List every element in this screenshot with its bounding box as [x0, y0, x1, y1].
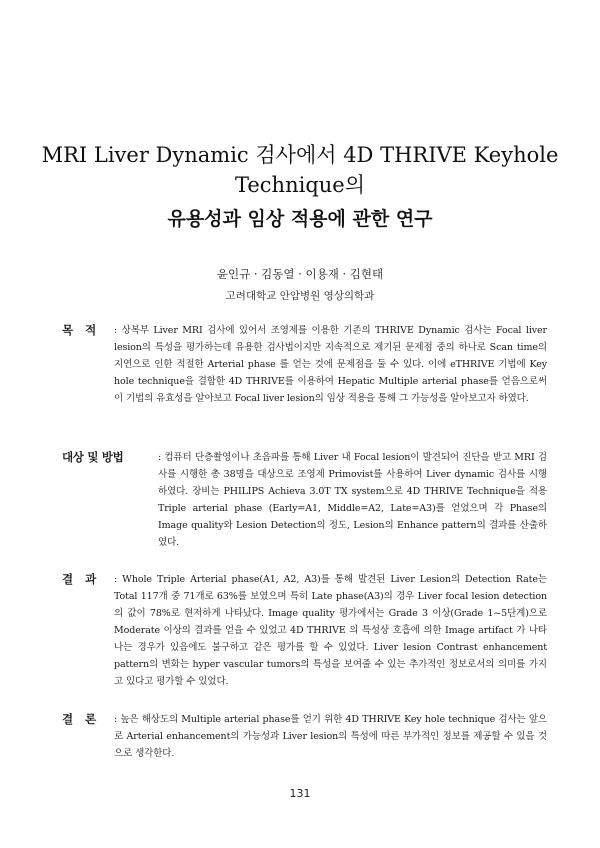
section-text: : 컴퓨터 단층촬영이나 초음파를 통해 Liver 내 Focal lesion이 발견되어 진단을 받고 MRI 검사를 시행한 총 38명을 대상으로 조영제 Primovist를 사용하여 Liver dynamic 검사를 시행하였다. 장비는 PHILIPS Achieva 3.0T TX system으로 4D THRIVE Technique을 적용 Triple arterial phase (Early=A1, Middle=A2, Late=A3)를 얻었으며 각 Phase의 Image quality와 Lesion Detection의 정도, Lesion의 Enhance pattern의 결과를 산출하였다. [158, 452, 547, 548]
section-text: : 상복부 Liver MRI 검사에 있어서 조영제를 이용한 기존의 THRIVE Dynamic 검사는 Focal liver lesion의 특성을 평가하는데 유용한 검사법이지만 지속적으로 제기된 문제점 중의 하나로 Scan time의 지연으로 인한 적절한 Arterial phase 를 얻는 것에 문제점을 둘 수 있다. 이에 eTHRIVE 기법에 Key hole technique을 결합한 4D THRIVE를 이용하여 Hepatic Multiple arterial phase를 얻음으로써 이 기법의 유효성을 알아보고 Focal liver lesion의 임상 적용을 통해 그 가능성을 알아보고자 하였다. [114, 325, 547, 404]
section-label: 목 적 [62, 323, 97, 337]
section-text: : 높은 해상도의 Multiple arterial phase를 얻기 위한 4D THRIVE Key hole technique 검사는 앞으로 Arterial enhancement의 가능성과 Liver lesion의 특성에 따른 부가적인 정보를 제공할 수 있을 것으로 생각한다. [114, 714, 547, 759]
title-line-3: 유용성과 임상 적용에 관한 연구 [167, 208, 433, 230]
section-label: 결 과 [62, 572, 97, 586]
section-label: 결 론 [62, 712, 97, 726]
paper-title [30, 140, 570, 234]
page-number: 131 [289, 787, 311, 800]
title-line-1: MRI Liver Dynamic 검사에서 4D THRIVE Keyhole [41, 143, 559, 167]
author-list: 윤인규 · 김동열 · 이용재 · 김현태 [216, 267, 384, 281]
affiliation: 고려대학교 안암병원 영상의학과 [225, 290, 375, 302]
section-label: 대상 및 방법 [62, 450, 124, 464]
section-text: : Whole Triple Arterial phase(A1, A2, A3)를 통해 발견된 Liver Lesion의 Detection Rate는 Total 117개 중 71개로 63%를 보였으며 특히 Late phase(A3)의 경우 Liver focal lesion detection의 값이 78%로 현저하게 나타났다. Image quality 평가에서는 Grade 3 이상(Grade 1~5단계)으로 Moderate 이상의 결과를 얻을 수 있었고 4D THRIVE 의 특성상 호흡에 의한 Image artifact 가 나타나는 경우가 있음에도 불구하고 같은 평가를 할 수 있었다. Liver lesion Contrast enhancement pattern의 변화는 hyper vascular tumors의 특성을 보여줄 수 있는 추가적인 정보로서의 의미를 가지고 있다고 평가할 수 있었다. [114, 574, 547, 687]
title-line-2: Technique의 [234, 173, 365, 197]
